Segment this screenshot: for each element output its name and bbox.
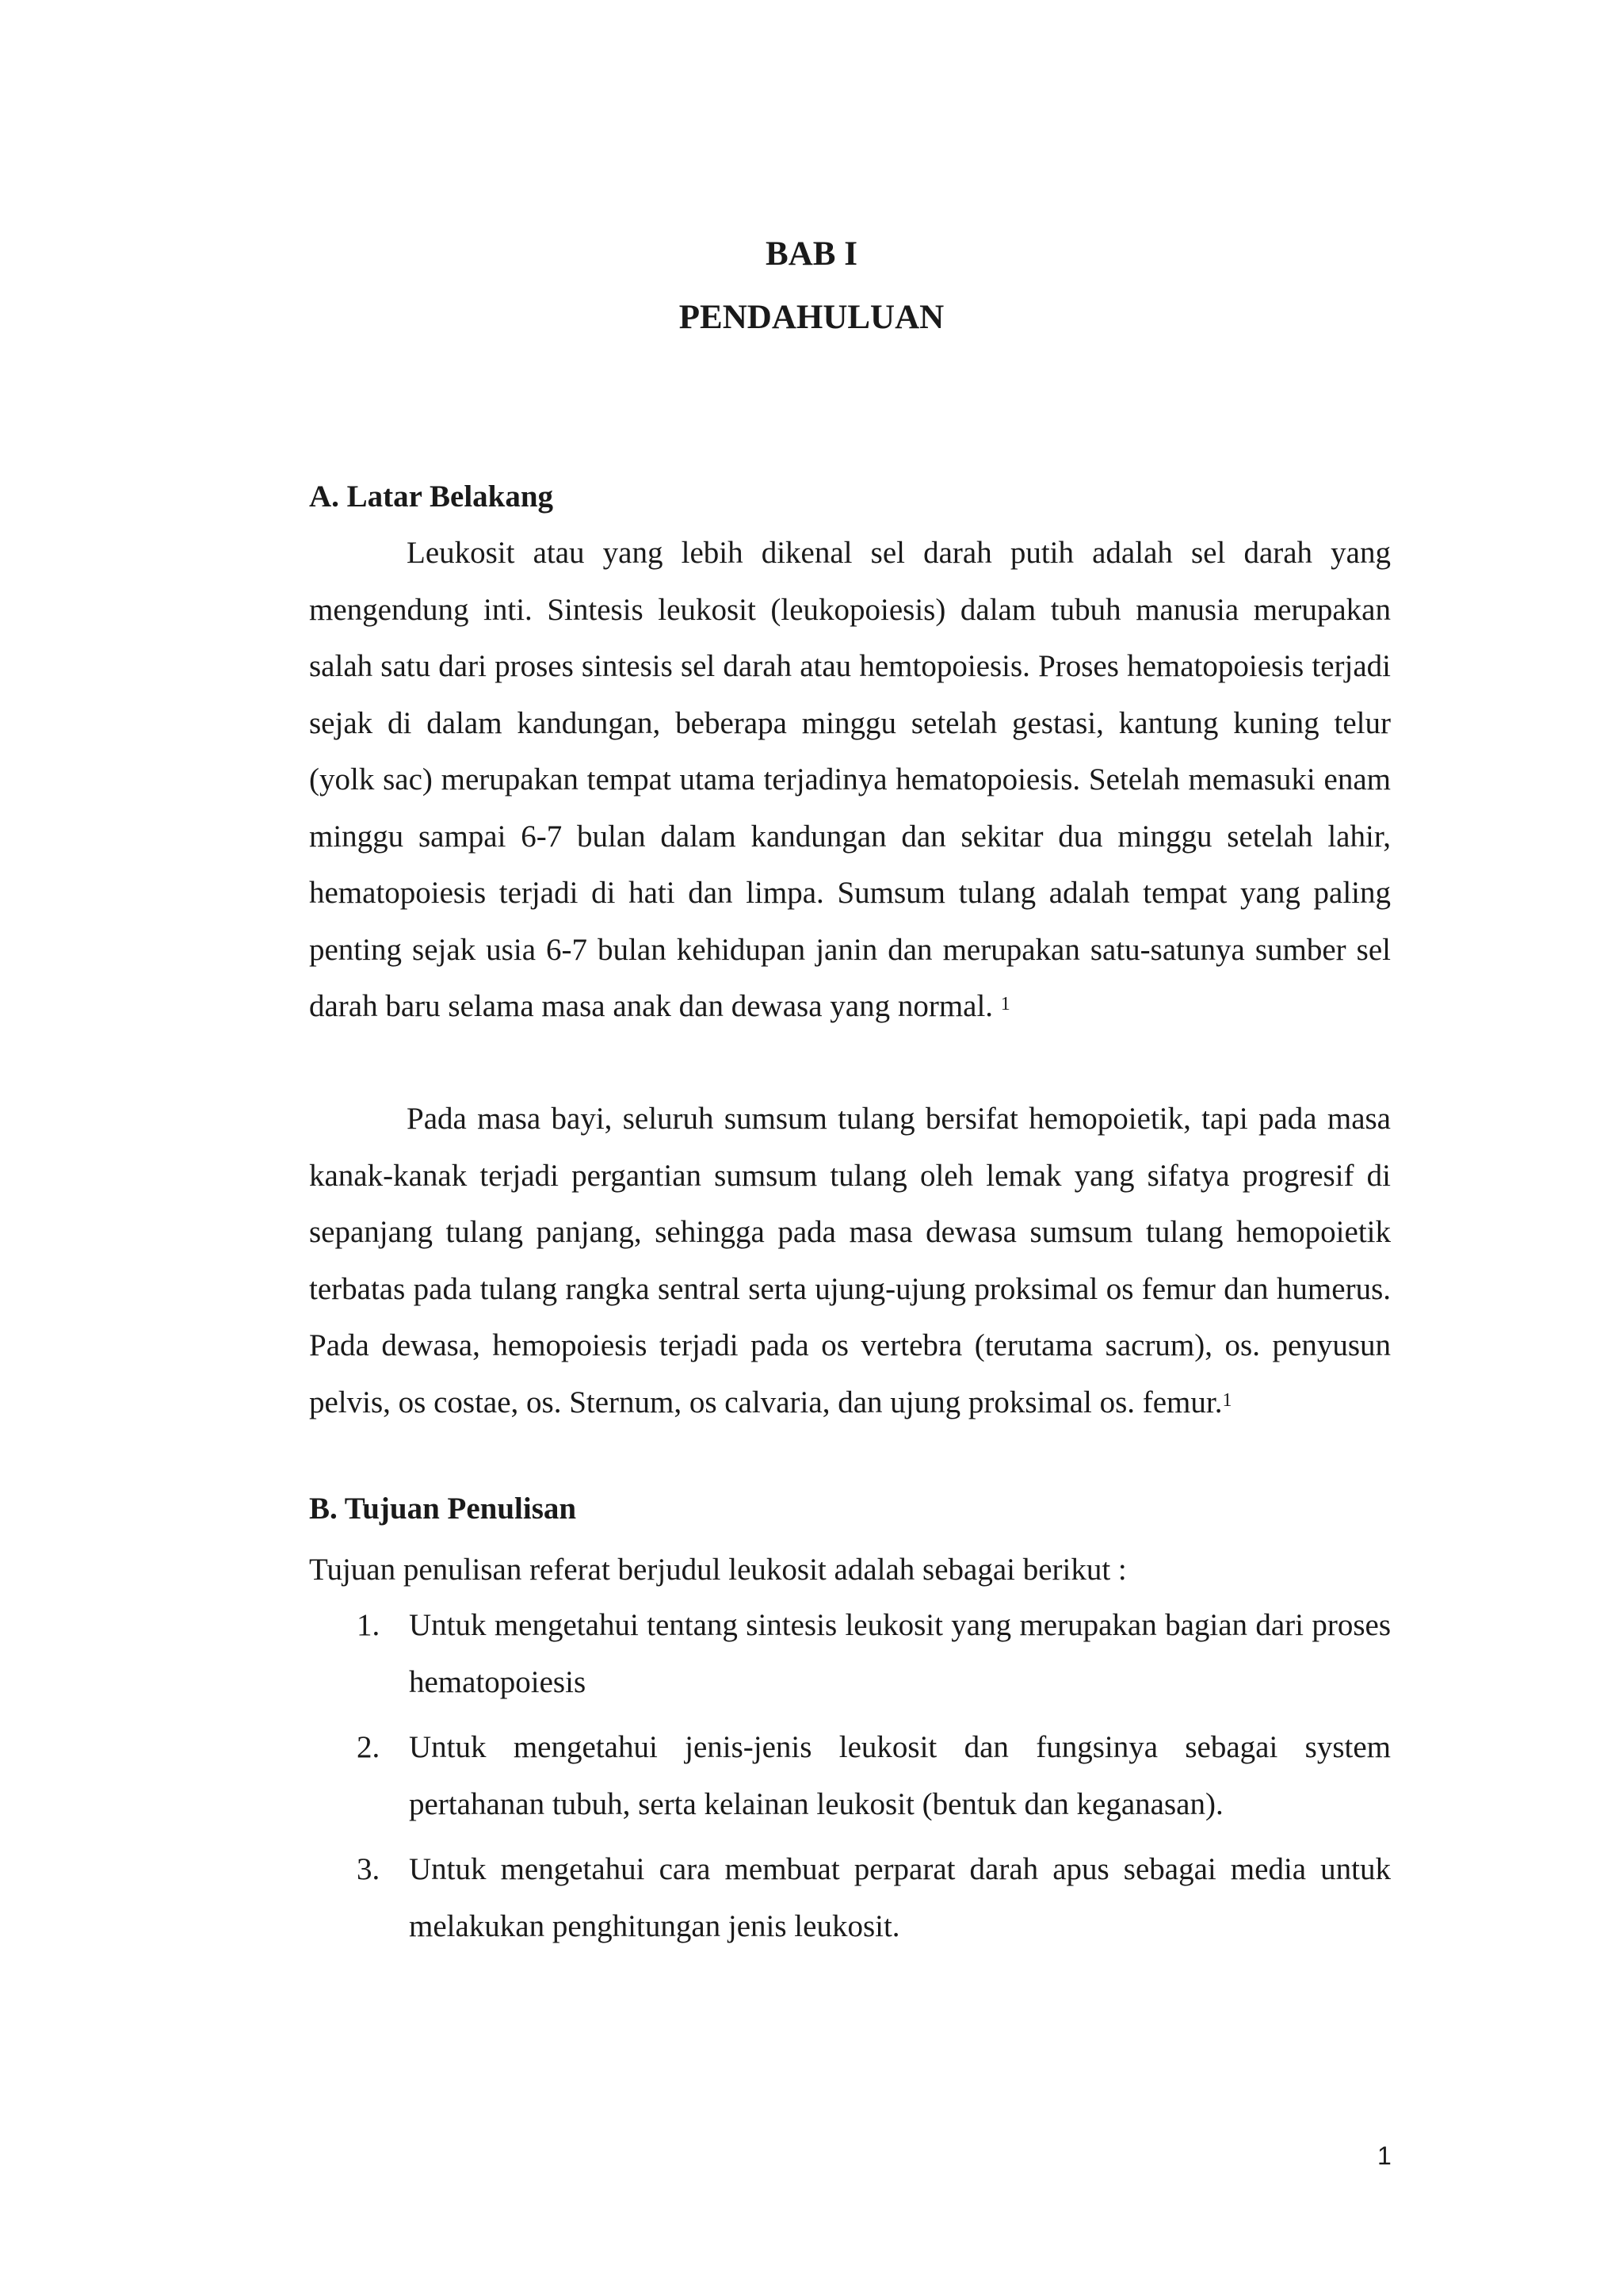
list-item-number: 1. [357, 1608, 380, 1642]
chapter-title: PENDAHULUAN [678, 299, 945, 336]
section-heading-tujuan-penulisan: B. Tujuan Penulisan [309, 1492, 577, 1526]
section-heading-latar-belakang: A. Latar Belakang [309, 479, 554, 514]
chapter-number: BAB I [766, 235, 857, 273]
footnote-reference: 1 [1000, 994, 1010, 1014]
list-item-text: Untuk mengetahui jenis-jenis leukosit dan fungsinya sebagai system pertahanan tubuh, serta kelainan leukosit (bentuk dan keganasan). [409, 1730, 1391, 1821]
paragraph-latar-belakang-1 [309, 525, 1391, 1035]
list-item-number: 2. [357, 1730, 380, 1764]
tujuan-intro: Tujuan penulisan referat berjudul leukosit adalah sebagai berikut : [309, 1553, 1127, 1587]
list-item-number: 3. [357, 1852, 380, 1886]
paragraph-latar-belakang-2 [309, 1091, 1391, 1431]
paragraph-text: Pada masa bayi, seluruh sumsum tulang bersifat hemopoietik, tapi pada masa kanak-kanak terjadi pergantian sumsum tulang oleh lemak yang sifatya progresif di sepanjang tulang panjang, sehingga pada masa dewasa sumsum tulang hemopoietik terbatas pada tulang rangka sentral serta ujung-ujung proksimal os femur dan humerus. Pada dewasa, hemopoiesis terjadi pada os vertebra (terutama sacrum), os. penyusun pelvis, os costae, os. Sternum, os calvaria, dan ujung proksimal os. femur. [309, 1102, 1391, 1419]
list-item-text: Untuk mengetahui cara membuat perparat darah apus sebagai media untuk melakukan penghitungan jenis leukosit. [409, 1852, 1391, 1943]
footnote-reference: 1 [1222, 1389, 1232, 1411]
paragraph-text: Leukosit atau yang lebih dikenal sel darah putih adalah sel darah yang mengendung inti. Sintesis leukosit (leukopoiesis) dalam tubuh manusia merupakan salah satu dari proses sintesis sel darah atau hemtopoiesis. Proses hematopoiesis terjadi sejak di dalam kandungan, beberapa minggu setelah gestasi, kantung kuning telur (yolk sac) merupakan tempat utama terjadinya hematopoiesis. Setelah memasuki enam minggu sampai 6-7 bulan dalam kandungan dan sekitar dua minggu setelah lahir, hematopoiesis terjadi di hati dan limpa. Sumsum tulang adalah tempat yang paling penting sejak usia 6-7 bulan kehidupan janin dan merupakan satu-satunya sumber sel darah baru selama masa anak dan dewasa yang normal. [309, 536, 1391, 1023]
page-number: 1 [1377, 2141, 1392, 2170]
list-item-text: Untuk mengetahui tentang sintesis leukosit yang merupakan bagian dari proses hematopoiesis [409, 1608, 1391, 1699]
